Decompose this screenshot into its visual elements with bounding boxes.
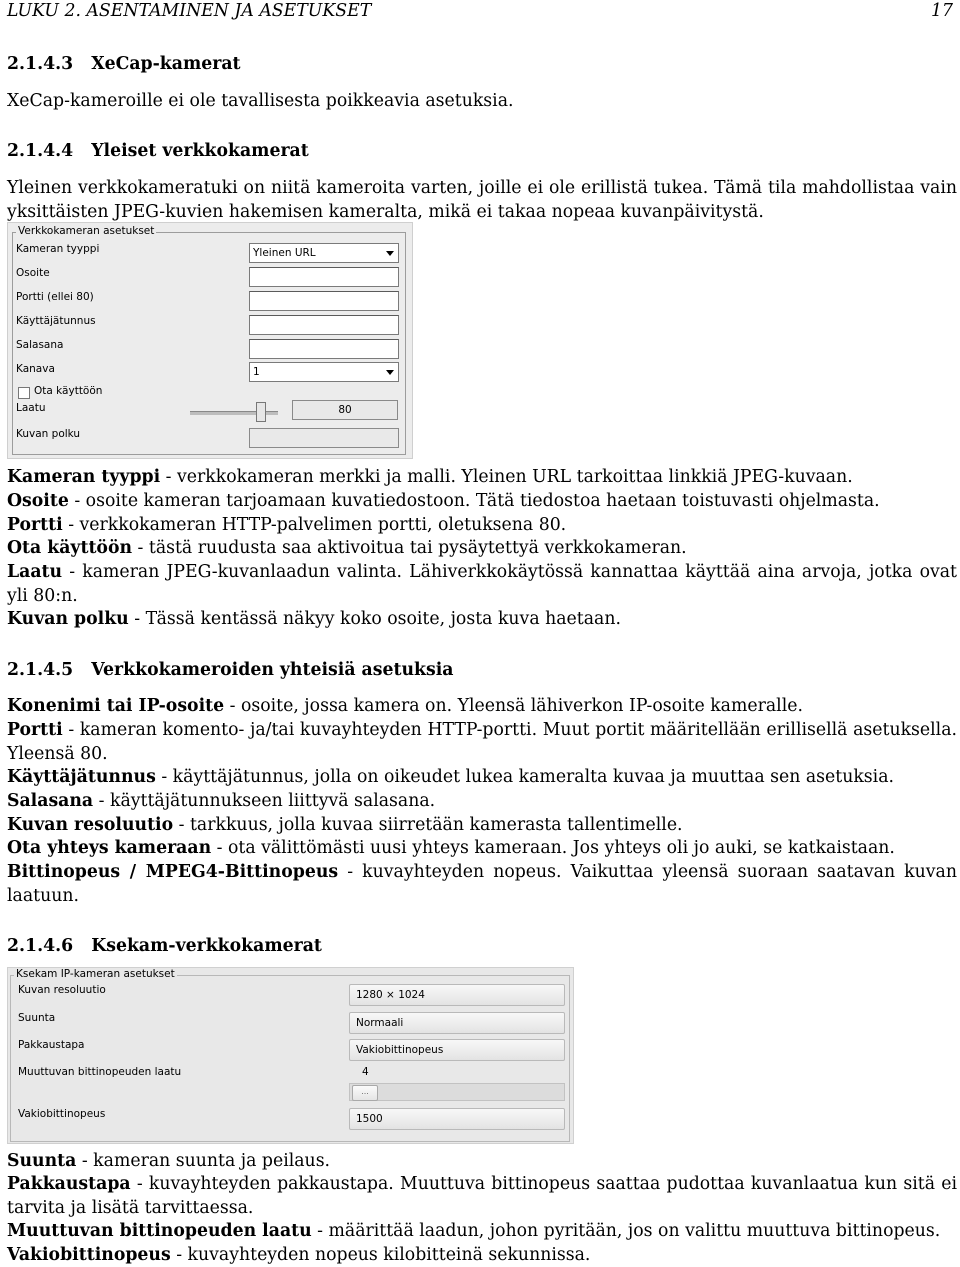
port-label: Portti (ellei 80) [16, 291, 94, 303]
camera-type-value: Yleinen URL [253, 247, 316, 259]
address-label: Osoite [16, 267, 50, 279]
address-input[interactable] [249, 267, 399, 287]
section-title-2143: 2.1.4.3 XeCap-kamerat [7, 54, 241, 74]
channel-label: Kanava [16, 363, 55, 375]
camera-type-select[interactable] [249, 243, 399, 263]
image-path-label: Kuvan polku [16, 428, 81, 440]
definition-port: Portti - verkkokameran HTTP-palvelimen portti, oletuksena 80. [7, 515, 567, 535]
definition-direction: Suunta - kameran suunta ja peilaus. [7, 1151, 331, 1171]
vbr-quality-slider[interactable] [349, 1083, 565, 1101]
channel-value: 1 [253, 366, 260, 378]
definition-cbr: Vakiobittinopeus - kuvayhteyden nopeus kilobitteinä sekunnissa. [7, 1245, 591, 1265]
definition-quality: Laatu - kameran JPEG-kuvanlaadun valinta. Lähiverkkokäytössä kannattaa käyttää aina arvoja, jotka ovat yli 80:n. [7, 562, 957, 606]
packaging-label: Pakkaustapa [18, 1039, 85, 1051]
definition-hostname: Konenimi tai IP-osoite - osoite, jossa kamera on. Yleensä lähiverkon IP-osoite kameralle. [7, 696, 803, 716]
password-label: Salasana [16, 339, 64, 351]
definition-enable: Ota käyttöön - tästä ruudusta saa aktivoitua tai pysäytettyä verkkokameran. [7, 538, 687, 558]
section-title-2146: 2.1.4.6 Ksekam-verkkokamerat [7, 936, 322, 956]
section-text-2143: XeCap-kameroille ei ole tavallisesta poikkeavia asetuksia. [7, 91, 514, 111]
chevron-down-icon [384, 365, 396, 379]
section-title-2145: 2.1.4.5 Verkkokameroiden yhteisiä asetuksia [7, 660, 454, 680]
definition-connect: Ota yhteys kameraan - ota välittömästi uusi yhteys kameraan. Jos yhteys oli jo auki, se katkaistaan. [7, 838, 895, 858]
packaging-combobox[interactable]: Vakiobittinopeus [349, 1039, 565, 1061]
quality-value-field: 80 [292, 400, 398, 420]
definition-bitrate: Bittinopeus / MPEG4-Bittinopeus - kuvayhteyden nopeus. Vaikuttaa yleensä suoraan saatavan kuvan laatuun. [7, 862, 957, 906]
cbr-combobox[interactable]: 1500 [349, 1108, 565, 1130]
definition-username: Käyttäjätunnus - käyttäjätunnus, jolla on oikeudet lukea kameralta kuvaa ja muuttaa sen asetuksia. [7, 767, 894, 787]
username-input[interactable] [249, 315, 399, 335]
page-number: 17 [931, 1, 953, 21]
direction-label: Suunta [18, 1012, 56, 1024]
definition-resolution: Kuvan resoluutio - tarkkuus, jolla kuvaa siirretään kamerasta tallentimelle. [7, 815, 683, 835]
chevron-down-icon [384, 246, 396, 260]
camera-type-label: Kameran tyyppi [16, 243, 100, 255]
definition-port-2: Portti - kameran komento- ja/tai kuvayhteyden HTTP-portti. Muut portit määritellään erillisellä asetuksella. Yleensä 80. [7, 720, 957, 764]
ksekam-group-title: Ksekam IP-kameran asetukset [16, 968, 175, 980]
settings-group-title: Verkkokameran asetukset [18, 225, 155, 237]
quality-slider-handle[interactable] [256, 402, 266, 422]
port-input[interactable] [249, 291, 399, 311]
definition-camera-type: Kameran tyyppi - verkkokameran merkki ja malli. Yleinen URL tarkoittaa linkkiä JPEG-kuvaan. [7, 467, 853, 487]
resolution-combobox[interactable]: 1280 × 1024 [349, 984, 565, 1006]
definition-image-path: Kuvan polku - Tässä kentässä näkyy koko osoite, josta kuva haetaan. [7, 609, 621, 629]
definition-address: Osoite - osoite kameran tarjoamaan kuvatiedostoon. Tätä tiedostoa haetaan toistuvasti ohjelmasta. [7, 491, 880, 511]
cbr-label: Vakiobittinopeus [18, 1108, 106, 1120]
username-label: Käyttäjätunnus [16, 315, 96, 327]
definition-vbr-quality: Muuttuvan bittinopeuden laatu - määrittää laadun, johon pyritään, jos on valittu muuttuva bittinopeus. [7, 1221, 941, 1241]
section-title-2144: 2.1.4.4 Yleiset verkkokamerat [7, 141, 309, 161]
password-input[interactable] [249, 339, 399, 359]
image-path-field [249, 428, 399, 448]
enable-label: Ota käyttöön [34, 385, 103, 397]
section-para-2144: Yleinen verkkokameratuki on niitä kameroita varten, joille ei ole erillistä tukea. Tämä tila mahdollistaa vain yksittäisten JPEG-kuvien hakemisen kameralta, mikä ei takaa nopeaa kuvanpäivitystä. [7, 178, 957, 222]
webcam-settings-window [7, 222, 413, 459]
running-header: LUKU 2. ASENTAMINEN JA ASETUKSET [7, 1, 372, 21]
resolution-label: Kuvan resoluutio [18, 984, 106, 996]
slider-handle[interactable]: ... [352, 1085, 378, 1101]
direction-combobox[interactable]: Normaali [349, 1012, 565, 1034]
ksekam-settings-window [7, 967, 574, 1144]
definition-password: Salasana - käyttäjätunnukseen liittyvä salasana. [7, 791, 436, 811]
channel-select[interactable] [249, 362, 399, 382]
vbr-quality-value: 4 [362, 1066, 369, 1078]
definition-packaging: Pakkaustapa - kuvayhteyden pakkaustapa. Muuttuva bittinopeus saattaa pudottaa kuvanlaatua kun sitä ei tarvita ja lisätä tarvittaessa. [7, 1174, 957, 1218]
quality-label: Laatu [16, 402, 46, 414]
enable-checkbox[interactable] [18, 387, 30, 399]
vbr-quality-label: Muuttuvan bittinopeuden laatu [18, 1066, 182, 1078]
